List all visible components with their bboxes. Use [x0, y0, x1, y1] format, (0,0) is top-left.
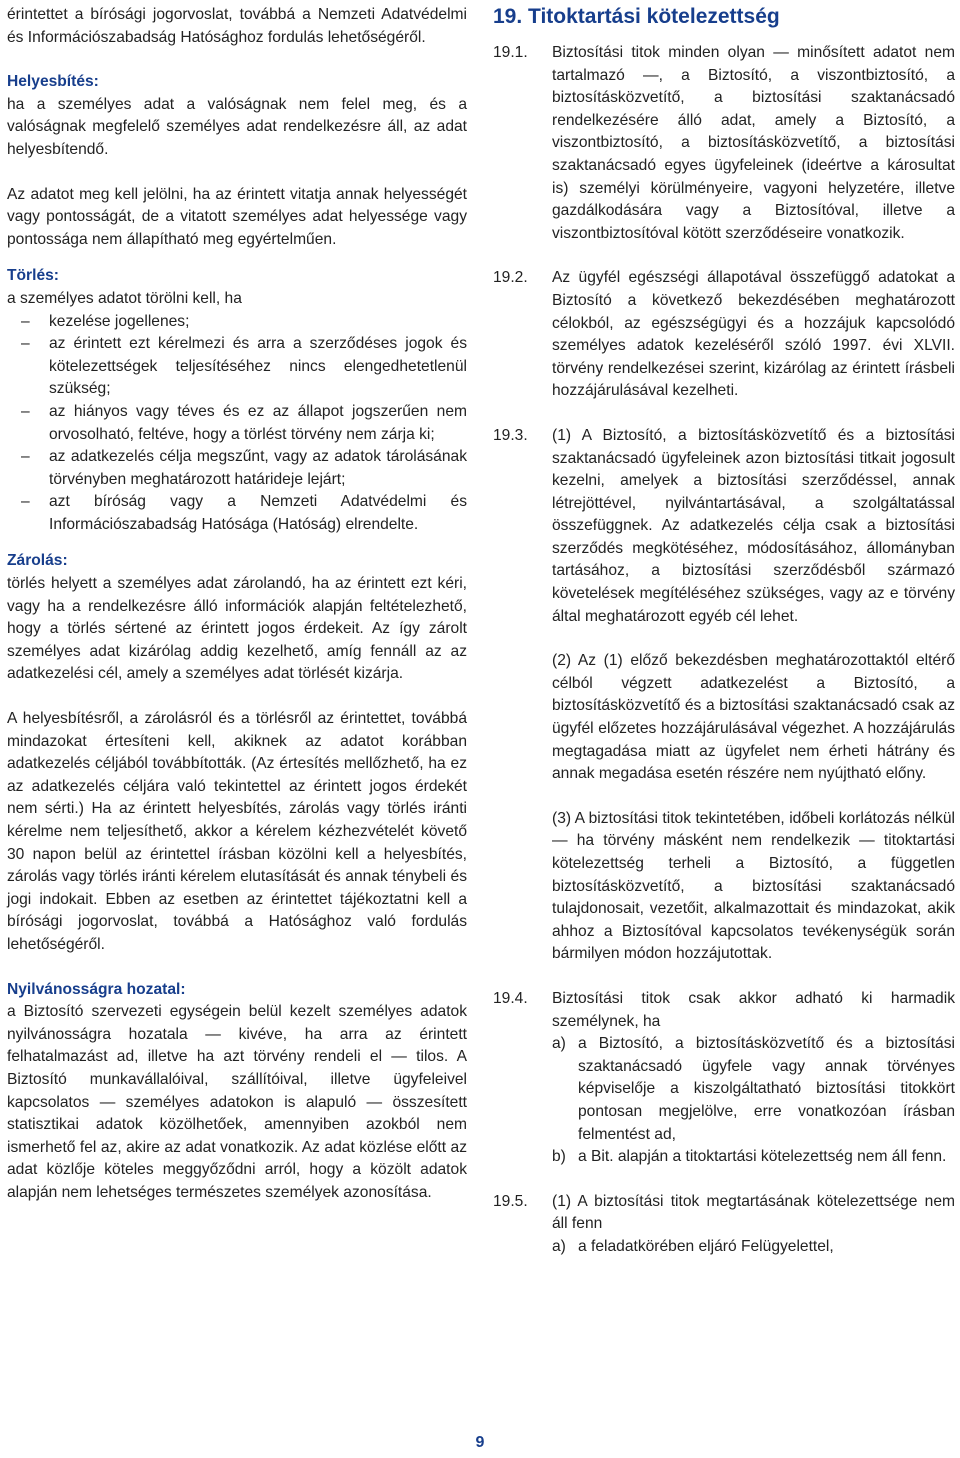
clause-paragraph-2: (2) Az (1) előző bekezdésben meghatározottaktól eltérő célból végzett adatkezelést a Biztosító, a biztosításközvetítő és a biztosítási szaktanácsadó csak az ügyfél előzetes hozzájárulásával végezhet. A hozzájárulás megtagadása miatt az ügyfelet nem érheti hátrány és annak megadása esetén részére nem nyújtható előny. — [552, 652, 955, 783]
blocking-heading: Zárolás: — [7, 552, 68, 570]
list-text: a Biztosító, a biztosításközvetítő és a biztosítási szaktanácsadó ügyfele vagy annak törvényes képviselője a kiszolgáltatható biztosítási titokkört pontosan megjelölve, erre vonatkozóan írásban felmentést ad, — [578, 1035, 955, 1143]
publicity-heading: Nyilvánosságra hozatal: — [7, 980, 186, 998]
list-item: – az adatkezelés célja megszűnt, vagy az adatok tárolásának törvényben meghatározott határideje lejárt; — [7, 446, 467, 491]
list-item — [552, 1236, 955, 1259]
correction-heading: Helyesbítés: — [7, 73, 99, 91]
deletion-heading: Törlés: — [7, 267, 59, 285]
clause-text: Biztosítási titok minden olyan — minősített adatot nem tartalmazó —, a Biztosító, a viszontbiztosító, a biztosításközvetítő, a biztosítási szaktanácsadó rendelkezésére álló adat, amely a Biztosító, a viszontbiztosító, a biztosításközvetítő, a biztosítási szaktanácsadó egyes ügyfeleinek (ideértve a károsultat is) személyi körülményeire, vagyoni helyzetére, illetve gazdálkodására vagy a Biztosítóval, illetve a viszontbiztosítóval kötött szerződéseire vonatkozik. — [552, 44, 955, 242]
clause-19-5 — [493, 1191, 955, 1259]
correction-marking-text: Az adatot meg kell jelölni, ha az érintett vitatja annak helyességét vagy pontosságát, de a vitatott személyes adat helyessége vagy pontossága nem állapítható meg egyértelműen. — [7, 185, 467, 248]
correction-text: ha a személyes adat a valóságnak nem felel meg, és a valóságnak megfelelő személyes adat rendelkezésre áll, az adat helyesbítendő. — [7, 95, 467, 158]
right-column — [493, 4, 955, 1281]
clause-list — [552, 1033, 955, 1169]
list-item — [552, 1146, 955, 1169]
clause-19-1 — [493, 42, 955, 245]
clause-text: Az ügyfél egészségi állapotával összefüggő adatokat a Biztosító a következő bekezdésében meghatározott célokból, az egészségügyi és a hozzájuk kapcsolódó személyes adatok kezeléséről szóló 1997. évi XLVII. törvény rendelkezései szerint, kizárólag az érintett írásbeli hozzájárulásával kezelheti. — [552, 269, 955, 400]
clause-19-2 — [493, 267, 955, 403]
list-item: – azt bíróság vagy a Nemzeti Adatvédelmi és Információszabadság Hatósága (Hatóság) elrendelte. — [7, 491, 467, 536]
clause-intro: (1) A biztosítási titok megtartásának kötelezettsége nem áll fenn — [552, 1192, 955, 1233]
list-letter: a) — [552, 1035, 566, 1053]
clause-number: 19.4. — [493, 989, 528, 1007]
list-text: a Bit. alapján a titoktartási kötelezettség nem áll fenn. — [578, 1148, 947, 1166]
clause-number: 19.3. — [493, 426, 528, 444]
section-title: 19. Titoktartási kötelezettség — [493, 5, 780, 28]
deletion-list — [7, 311, 467, 537]
notification-paragraph: A helyesbítésről, a zárolásról és a törlésről az érintettet, továbbá mindazokat értesíteni kell, akiknek az adatot korábban adatkezelés céljából továbbították. (Az értesítés mellőzhető, ha ez az adatkezelés céljára való tekintettel az érintett jogos érdekét nem sérti.) Ha az érintett helyesbítés, zárolás vagy törlés iránti kérelme nem teljesíthető, akkor a kérelem kézhezvételét követő 30 napon belül az érintettel írásban közölni kell a helyesbítés, zárolás vagy törlés iránti kérelem elutasítását és annak ténybeli és jogi indokait. Ebben az esetben az érintettet tájékoztatni kell a bírósági jogorvoslat, továbbá a Hatósághoz való fordulás lehetőségéről. — [7, 710, 467, 953]
clause-paragraph-3: (3) A biztosítási titok tekintetében, időbeli korlátozás nélkül — ha törvény másként nem rendelkezik — titoktartási kötelezettség terheli a Biztosító, a független biztosításközvetítő, a biztosítási szaktanácsadó tulajdonosait, vezetőit, alkalmazottait és mindazokat, akik ahhoz a Biztosítóval kapcsolatos tevékenységük során bármilyen módon hozzájutottak. — [552, 809, 955, 963]
list-item: – az érintett ezt kérelmezi és arra a szerződéses jogok és kötelezettségek teljesítéséhez nincs elengedhetetlenül szükség; — [7, 333, 467, 401]
clause-intro: Biztosítási titok csak akkor adható ki harmadik személynek, ha — [552, 989, 955, 1030]
list-item: – kezelése jogellenes; — [7, 311, 467, 334]
clause-paragraph-1: (1) A Biztosító, a biztosításközvetítő és a biztosítási szaktanácsadó ügyfeleinek azon biztosítási titkait jogosult kezelni, amelyek a biztosítási szerződéssel, annak létrejöttével, nyilvántartásával, a szolgáltatással összefüggnek. Az adatkezelés célja csak a biztosítási szerződés megkötéséhez, módosításához, állományban tartásához, a biztosítási szerződésből származó követelések megítéléséhez szükséges, vagy az e törvény által meghatározott egyéb cél lehet. — [552, 426, 955, 625]
clause-number: 19.2. — [493, 269, 528, 287]
list-text: a feladatkörében eljáró Felügyelettel, — [578, 1237, 834, 1255]
list-item — [552, 1033, 955, 1146]
clause-number: 19.1. — [493, 44, 528, 61]
intro-paragraph: érintettet a bírósági jogorvoslat, továbbá a Nemzeti Adatvédelmi és Információszabadság Hatósághoz fordulás lehetőségéről. — [7, 6, 467, 46]
list-letter: b) — [552, 1148, 566, 1166]
clause-number: 19.5. — [493, 1192, 528, 1210]
clause-list — [552, 1236, 955, 1259]
clause-19-4 — [493, 988, 955, 1169]
left-column — [7, 4, 467, 1205]
publicity-text: a Biztosító szervezeti egységein belül kezelt személyes adatok nyilvánosságra hozatala — kivéve, ha arra az érintett felhatalmazást ad, illetve ha azt törvény rendeli el — tilos. A Biztosító munkavállalóival, szállítóival, illetve ügyfeleivel kapcsolatos — személyes adatokon is alapuló — összesített statisztikai adatok közölhetőek, amennyiben azokból nem ismerhető fel az, akire az adat vonatkozik. Az adat közlése előtt az adat közlője köteles meggyőződni arról, hogy a közölt adatok alapján nem lehetséges természetes személyek azonosítása. — [7, 1003, 467, 1201]
list-item: – az hiányos vagy téves és ez az állapot jogszerűen nem orvosolható, feltéve, hogy a törlést törvény nem zárja ki; — [7, 401, 467, 446]
deletion-intro: a személyes adatot törölni kell, ha — [7, 289, 242, 307]
list-letter: a) — [552, 1237, 566, 1255]
blocking-text: törlés helyett a személyes adat zárolandó, ha az érintett ezt kéri, vagy ha a rendelkezésre álló információk alapján feltételezhető, hogy a törlés sértené az érintett jogos érdekeit. Az így zárolt személyes adat kizárólag addig kezelhető, amíg fennáll az az adatkezelési cél, amely a személyes adat törlését kizárja. — [7, 575, 467, 683]
clause-19-3 — [493, 425, 955, 966]
page-number: 9 — [475, 1434, 485, 1451]
